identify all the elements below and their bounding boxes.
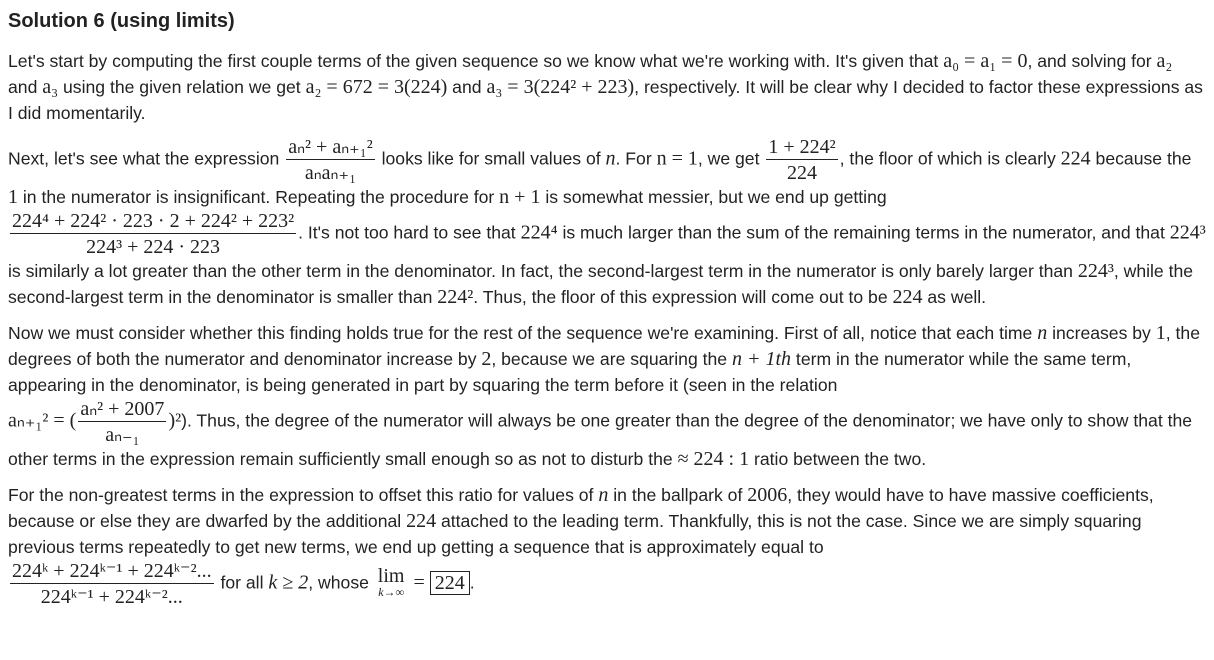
math-n: n (605, 147, 616, 170)
math-n-plus-1th: n + 1th (731, 348, 792, 370)
fraction-n2 (10, 210, 296, 258)
math-224-3b: 224³ (1077, 260, 1114, 282)
solution-heading: Solution 6 (using limits) (8, 10, 235, 32)
math-a3: a₃ (42, 76, 59, 98)
math-224: 224 (1060, 147, 1091, 170)
fraction-denominator: 224³ + 224 · 223 (86, 236, 221, 258)
math-recurrence-right: )² (168, 409, 182, 432)
math-224b: 224 (892, 286, 923, 308)
math-224-2: 224² (437, 286, 474, 308)
boxed-answer: 224 (430, 571, 470, 595)
math-n: n (598, 484, 609, 506)
fraction-numerator: 224⁴ + 224² · 223 · 2 + 224² + 223² (12, 210, 295, 232)
math-equals: = (408, 571, 430, 594)
math-224-4: 224⁴ (520, 221, 558, 244)
fraction-n1 (766, 136, 837, 184)
math-224: 224 (406, 510, 437, 532)
math-n-plus-1: n + 1 (499, 186, 541, 208)
math-1: 1 (8, 186, 18, 208)
math-ratio: ≈ 224 : 1 (677, 448, 750, 470)
math-k-ge-2: k ≥ 2 (268, 571, 309, 594)
fraction-numerator: aₙ² + 2007 (80, 398, 165, 420)
fraction-numerator: 224ᵏ + 224ᵏ⁻¹ + 224ᵏ⁻²... (12, 560, 212, 582)
fraction-denominator: aₙaₙ₊₁ (304, 162, 357, 184)
math-1: 1 (1155, 322, 1166, 344)
fraction-denominator: aₙ₋₁ (105, 424, 140, 446)
fraction-numerator: 1 + 224² (768, 136, 836, 158)
fraction-denominator: 224 (787, 162, 818, 184)
math-recurrence-left: aₙ₊₁² = ( (8, 409, 77, 432)
fraction-denominator: 224ᵏ⁻¹ + 224ᵏ⁻²... (40, 586, 183, 608)
fraction-recurrence (78, 398, 166, 446)
math-2: 2 (481, 348, 492, 370)
math-a2: a₂ (1156, 50, 1173, 72)
fraction-expression (286, 136, 375, 184)
paragraph-expression: Next, let's see what the expression $\frac{\text{aₙ² + aₙ₊₁²}}{\text{aₙaₙ₊₁}}$ looks like for small values of n. For n = 1, we get $\frac{\text{1 + 224²}}{224}$ , the floor of which is clearly 224 because the 1 in the numerator is insignificant. Repeating the procedure for n + 1 is somewhat messier, but we end up getting $\frac{\text{224⁴ + 224² · 223 · 2 + 224² + 223²}}{\text{224³ + 224 · 223}}$ . It's not too hard to see that 224⁴ is much larger than the sum of the remaining terms in the numerator, and that 224³ is similarly a lot greater than the other term in the denominator. In fact, the second-largest term in the numerator is only barely larger than 224³, while the second-largest term in the denominator is smaller than 224². Thus, the floor of this expression will come out to be 224 as well. (8, 136, 1206, 308)
fraction-numerator: aₙ² + aₙ₊₁² (288, 136, 373, 158)
math-a3-value: a₃ = 3(224² + 223) (486, 76, 635, 98)
math-a0-a1: a₀ = a₁ = 0 (943, 50, 1028, 72)
paragraph-degree-argument: Now we must consider whether this finding holds true for the rest of the sequence we're examining. First of all, notice that each time n increases by 1, the degrees of both the numerator and denominator increase by 2, because we are squaring the n + 1th term in the numerator while the same term, appearing in the denominator, is being generated in part by squaring the term before it (seen in the relation aₙ₊₁² = ( $\frac{\text{aₙ² + 2007}}{\text{aₙ₋₁}}$ )²). Thus, the degree of the numerator will always be one greater than the degree of the denominator; we have only to show that the other terms in the expression remain sufficiently small enough so as not to disturb the ≈ 224 : 1 ratio between the two. (8, 322, 1200, 470)
limit-operator: lim k→∞ (377, 565, 405, 599)
paragraph-conclusion: For the non-greatest terms in the expression to offset this ratio for values of n in the ballpark of 2006, they would have to have massive coefficients, because or else they are dwarfed by the additional 224 attached to the leading term. Thankfully, this is not the case. Since we are simply squaring previous terms repeatedly to get new terms, we end up getting a sequence that is approximately equal to $\frac{\text{224ᵏ + 224ᵏ⁻¹ + 224ᵏ⁻²...}}{\text{224ᵏ⁻¹ + 224ᵏ⁻²...}}$ for all k ≥ 2, whose lim k→∞ = 224 . (8, 484, 1154, 608)
math-n: n (1037, 322, 1048, 344)
math-a2-value: a₂ = 672 = 3(224) (305, 76, 448, 98)
paragraph-initial-terms: Let's start by computing the first couple terms of the given sequence so we know what we're working with. It's given that a₀ = a₁ = 0, and solving for a₂ and a₃ using the given relation we get a₂ = 672 = 3(224) and a₃ = 3(224² + 223), respectively. It will be clear why I decided to factor these expressions as I did momentarily. (8, 50, 1203, 123)
math-2006: 2006 (747, 484, 788, 506)
math-n-equals-1: n = 1 (656, 147, 698, 170)
math-224-3: 224³ (1169, 221, 1206, 244)
fraction-approx-sequence (10, 560, 214, 608)
